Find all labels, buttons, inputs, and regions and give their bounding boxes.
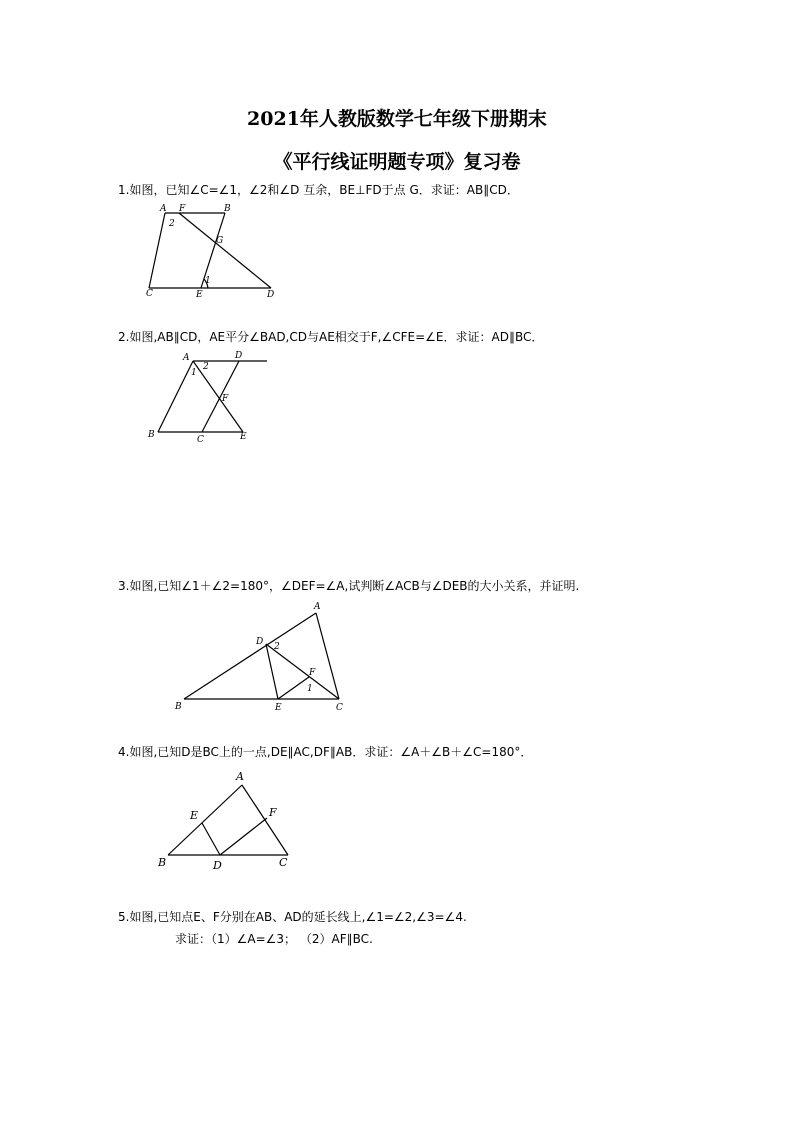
label-e: E — [240, 432, 247, 442]
segment-ac — [316, 613, 339, 699]
question-1-figure — [140, 200, 280, 300]
label-d: D — [256, 637, 264, 647]
label-a: A — [160, 204, 167, 214]
label-a: A — [236, 770, 244, 783]
label-d: D — [213, 859, 222, 872]
label-b: B — [148, 430, 155, 440]
label-b: B — [175, 702, 182, 712]
segment-ac — [149, 213, 165, 288]
label-f: F — [309, 668, 316, 678]
label-1: 1 — [307, 684, 313, 694]
label-c: C — [336, 703, 343, 713]
label-f: F — [179, 204, 186, 214]
segment-fd — [179, 213, 271, 288]
question-5-prove-text: 求证：（1）∠A=∠3； （2）AF∥BC. — [175, 932, 373, 946]
question-2-text: 2.如图,AB∥CD，AE平分∠BAD,CD与AE相交于F,∠CFE=∠E．求证：AD∥BC． — [118, 330, 544, 344]
label-g: G — [216, 236, 224, 246]
question-4-figure — [155, 765, 295, 875]
label-c: C — [279, 856, 288, 869]
page-subtitle: 《平行线证明题专项》复习卷 — [273, 151, 521, 173]
label-b: B — [224, 204, 231, 214]
label-d: D — [235, 351, 243, 361]
page-title: 2021年人教版数学七年级下册期末 — [247, 108, 547, 130]
label-a: A — [183, 353, 190, 363]
label-d: D — [267, 290, 275, 300]
segment-dc — [266, 644, 339, 699]
label-e: E — [196, 290, 203, 300]
segment-ab — [168, 785, 242, 855]
label-e: E — [275, 703, 282, 713]
label-c: C — [197, 435, 204, 445]
question-3-figure — [170, 597, 350, 712]
label-f: F — [222, 394, 229, 404]
label-2: 2 — [274, 642, 280, 652]
label-2: 2 — [169, 219, 175, 229]
segment-ef — [278, 677, 309, 699]
question-1-text: 1.如图，已知∠C=∠1，∠2和∠D 互余，BE⊥FD于点 G．求证：AB∥CD． — [118, 183, 519, 197]
label-1: 1 — [191, 368, 197, 378]
segment-ab — [158, 361, 193, 432]
label-c: C — [146, 289, 153, 299]
segment-df — [220, 818, 267, 855]
label-e: E — [190, 809, 199, 822]
label-2: 2 — [203, 362, 209, 372]
label-a: A — [314, 602, 321, 612]
label-1: 1 — [205, 276, 211, 286]
question-2-figure — [145, 345, 270, 445]
label-b: B — [158, 856, 167, 869]
segment-ae — [193, 361, 243, 432]
segment-de — [202, 823, 220, 855]
question-5-text: 5.如图,已知点E、F分别在AB、AD的延长线上,∠1=∠2,∠3=∠4. — [118, 910, 467, 924]
question-4-text: 4.如图,已知D是BC上的一点,DE∥AC,DF∥AB．求证：∠A＋∠B＋∠C=180°． — [118, 745, 533, 759]
label-f: F — [269, 806, 277, 819]
question-3-text: 3.如图,已知∠1＋∠2=180°，∠DEF=∠A,试判断∠ACB与∠DEB的大小关系，并证明. — [118, 579, 580, 593]
